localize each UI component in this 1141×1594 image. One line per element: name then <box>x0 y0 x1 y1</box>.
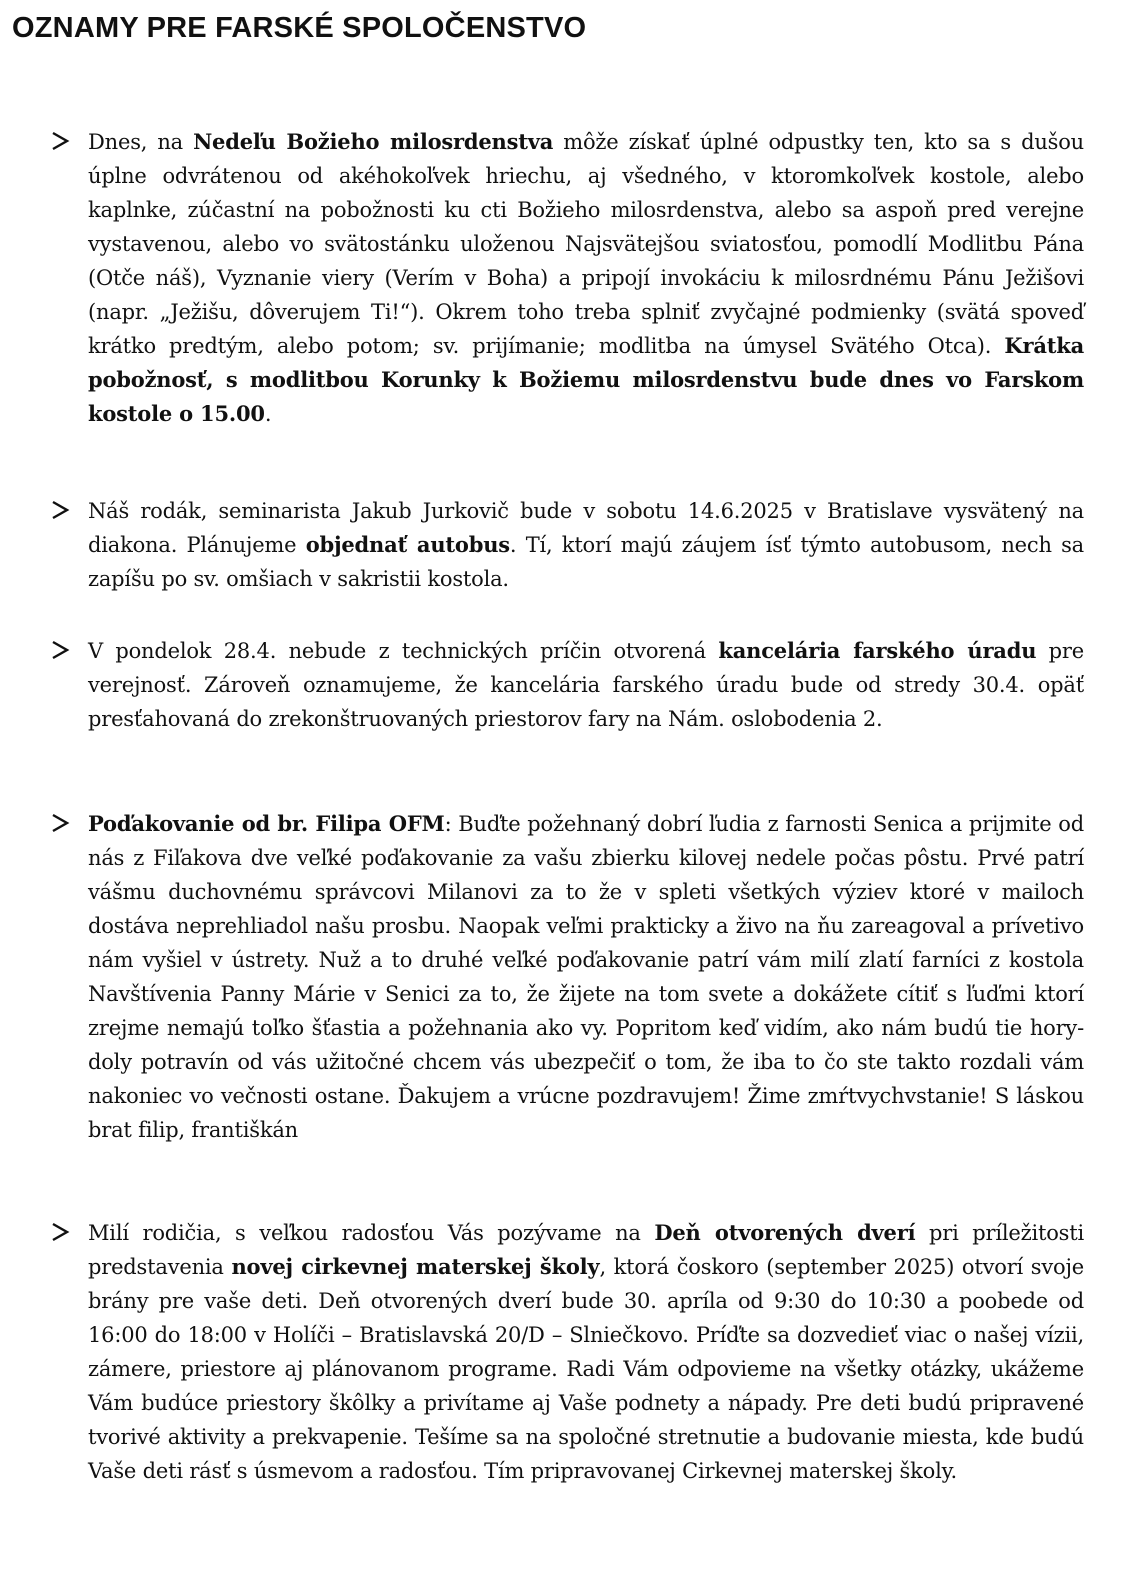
text-segment: Dnes, na <box>88 130 194 154</box>
arrow-bullet-icon <box>50 640 74 664</box>
arrow-bullet-icon <box>50 131 74 155</box>
text-segment: pre verejnosť. Zároveň oznamujeme, že kancelária farského úradu bude od stredy 30.4. opäť presťahovaná do zrekonštruovaných priestorov fary na Nám. oslobodenia 2. <box>88 639 1084 731</box>
text-segment: V pondelok 28.4. nebude z technických príčin otvorená <box>88 639 719 663</box>
text-segment: : Buďte požehnaný dobrí ľudia z farnosti Senica a prijmite od nás z Fiľakova dve veľké poďakovanie za vašu zbierku kilovej nedele počas pôstu. Prvé patrí vášmu duchovnému správcovi Milanovi za to že v spleti všetkých výziev ktoré v mailoch dostáva neprehliadol našu prosbu. Naopak veľmi prakticky a živo na ňu zareagoval a prívetivo nám vyšiel v ústrety. Nuž a to druhé veľké poďakovanie patrí vám milí zlatí farníci z kostola Navštívenia Panny Márie v Senici za to, že žijete na tom svete a dokážete cítiť s ľuďmi ktorí zrejme nemajú toľko šťastia a požehnania ako vy. Popritom keď vidím, ako nám budú tie hory-doly potravín od vás užitočné chcem vás ubezpečiť o tom, že iba to čo ste takto rozdali vám nakoniec vo večnosti ostane. Ďakujem a vrúcne pozdravujem! Žime zmŕtvychvstanie! S láskou brat filip, františkán <box>88 812 1084 1142</box>
announcement-divine-mercy <box>88 125 1084 431</box>
announcement-bus-ordination <box>88 494 1084 596</box>
text-segment: . Tí, ktorí majú záujem ísť týmto autobusom, nech sa zapíšu po sv. omšiach v sakristii kostola. <box>88 533 1084 591</box>
bold-segment: novej cirkevnej materskej školy <box>231 1254 600 1279</box>
bold-segment: kancelária farského úradu <box>718 638 1037 663</box>
bold-segment: Krátka pobožnosť, s modlitbou Korunky k Božiemu milosrdenstvu bude dnes vo Farskom kostole o 15.00 <box>88 333 1084 426</box>
arrow-bullet-icon <box>50 1222 74 1246</box>
announcement-parish-office <box>88 634 1084 736</box>
arrow-bullet-icon <box>50 813 74 837</box>
text-segment: pri príležitosti predstavenia <box>88 1221 1084 1279</box>
bold-segment: objednať autobus <box>305 532 510 557</box>
announcement-thanks-br-filip <box>88 807 1084 1147</box>
bold-segment: Deň otvorených dverí <box>654 1220 916 1245</box>
bold-segment: Nedeľu Božieho milosrdenstva <box>193 129 554 154</box>
arrow-bullet-icon <box>50 500 74 524</box>
text-segment: . <box>264 402 272 426</box>
text-segment: , ktorá čoskoro (september 2025) otvorí svoje brány pre vaše deti. Deň otvorených dverí bude 30. apríla od 9:30 do 10:30 a poobede od 16:00 do 18:00 v Holíči – Bratislavská 20/D – Slniečkovo. Príďte sa dozvedieť viac o našej vízii, zámere, priestore aj plánovanom programe. Radi Vám odpovieme na všetky otázky, ukážeme Vám budúce priestory škôlky a privítame aj Vaše podnety a nápady. Pre deti budú pripravené tvorivé aktivity a prekvapenie. Tešíme sa na spoločné stretnutie a budovanie miesta, kde budú Vaše deti rásť s úsmevom a radosťou. Tím pripravovanej Cirkevnej materskej školy. <box>88 1255 1085 1483</box>
text-segment: Náš rodák, seminarista Jakub Jurkovič bude v sobotu 14.6.2025 v Bratislave vysvätený na diakona. Plánujeme <box>88 499 1084 557</box>
text-segment: Milí rodičia, s veľkou radosťou Vás pozývame na <box>88 1221 655 1245</box>
bold-segment: Poďakovanie od br. Filipa OFM <box>88 811 445 836</box>
page-title: OZNAMY PRE FARSKÉ SPOLOČENSTVO <box>12 12 587 44</box>
text-segment: môže získať úplné odpustky ten, kto sa s dušou úplne odvrátenou od akéhokoľvek hriechu, aj všedného, v ktoromkoľvek kostole, alebo kaplnke, zúčastní na pobožnosti ku cti Božieho milosrdenstva, alebo sa aspoň pred verejne vystavenou, alebo vo svätostánku uloženou Najsvätejšou sviatosťou, pomodlí Modlitbu Pána (Otče náš), Vyznanie viery (Verím v Boha) a pripojí invokáciu k milosrdnému Pánu Ježišovi (napr. „Ježišu, dôverujem Ti!“). Okrem toho treba splniť zvyčajné podmienky (svätá spoveď krátko predtým, alebo potom; sv. prijímanie; modlitba na úmysel Svätého Otca). <box>88 130 1084 358</box>
announcement-kindergarten-open-day <box>88 1216 1084 1488</box>
